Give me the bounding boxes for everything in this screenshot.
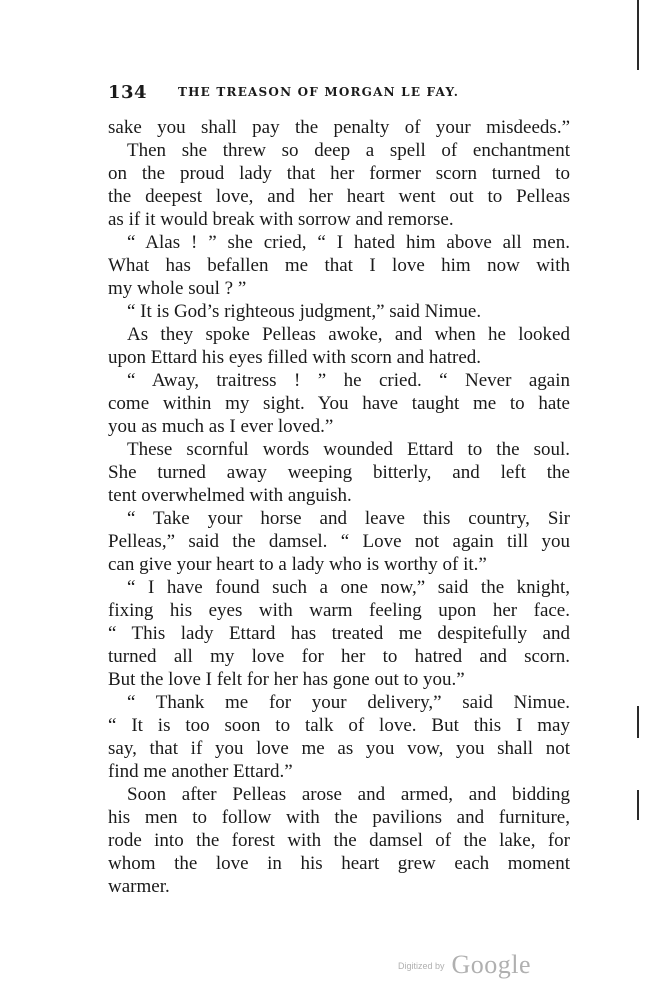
right-edge-mark-low: [637, 790, 639, 820]
text-line: can give your heart to a lady who is worthy of it.”: [108, 554, 487, 575]
text-line: “ Thank me for your delivery,” said Nimue.: [108, 692, 570, 713]
text-line: Then she threw so deep a spell of enchantment: [108, 140, 570, 161]
text-line: “ It is too soon to talk of love. But this I may: [108, 715, 570, 736]
text-line: the deepest love, and her heart went out to Pelleas: [108, 186, 570, 207]
right-edge-mark-mid: [637, 706, 639, 738]
text-line: tent overwhelmed with anguish.: [108, 485, 352, 506]
text-line: “ This lady Ettard has treated me despitefully and: [108, 623, 570, 644]
text-line: whom the love in his heart grew each moment: [108, 853, 570, 874]
text-line: “ Take your horse and leave this country, Sir: [108, 508, 570, 529]
text-line: as if it would break with sorrow and remorse.: [108, 209, 454, 230]
text-line: fixing his eyes with warm feeling upon her face.: [108, 600, 570, 621]
body-text: [108, 116, 570, 898]
text-line: my whole soul ? ”: [108, 278, 247, 299]
text-line: Pelleas,” said the damsel. “ Love not again till you: [108, 531, 570, 552]
text-line: “ Away, traitress ! ” he cried. “ Never again: [108, 370, 570, 391]
digitized-watermark: [398, 950, 531, 984]
google-logo: Google: [451, 950, 532, 979]
text-line: As they spoke Pelleas awoke, and when he looked: [108, 324, 570, 345]
running-title: THE TREASON OF MORGAN LE FAY.: [178, 85, 460, 99]
text-line: his men to follow with the pavilions and furniture,: [108, 807, 570, 828]
text-line: What has befallen me that I love him now with: [108, 255, 570, 276]
text-line: “ I have found such a one now,” said the knight,: [108, 577, 570, 598]
text-line: sake you shall pay the penalty of your misdeeds.”: [108, 117, 570, 138]
text-line: find me another Ettard.”: [108, 761, 293, 782]
text-line: upon Ettard his eyes filled with scorn and hatred.: [108, 347, 482, 368]
watermark-prefix: Digitized by: [398, 961, 445, 971]
text-line: These scornful words wounded Ettard to the soul.: [108, 439, 570, 460]
text-line: turned all my love for her to hatred and scorn.: [108, 646, 570, 667]
text-line: on the proud lady that her former scorn turned to: [108, 163, 570, 184]
text-line: But the love I felt for her has gone out to you.”: [108, 669, 465, 690]
text-line: “ Alas ! ” she cried, “ I hated him above all men.: [108, 232, 570, 253]
text-line: you as much as I ever loved.”: [108, 416, 334, 437]
text-line: come within my sight. You have taught me to hate: [108, 393, 570, 414]
text-line: rode into the forest with the damsel of the lake, for: [108, 830, 570, 851]
text-line: warmer.: [108, 876, 170, 897]
right-edge-mark-top: [637, 0, 639, 70]
text-line: Soon after Pelleas arose and armed, and bidding: [108, 784, 570, 805]
text-line: “ It is God’s righteous judgment,” said Nimue.: [108, 301, 482, 322]
text-line: say, that if you love me as you vow, you shall not: [108, 738, 570, 759]
page-number: 134: [108, 82, 148, 103]
text-line: She turned away weeping bitterly, and left the: [108, 462, 570, 483]
page-header: [108, 82, 570, 106]
